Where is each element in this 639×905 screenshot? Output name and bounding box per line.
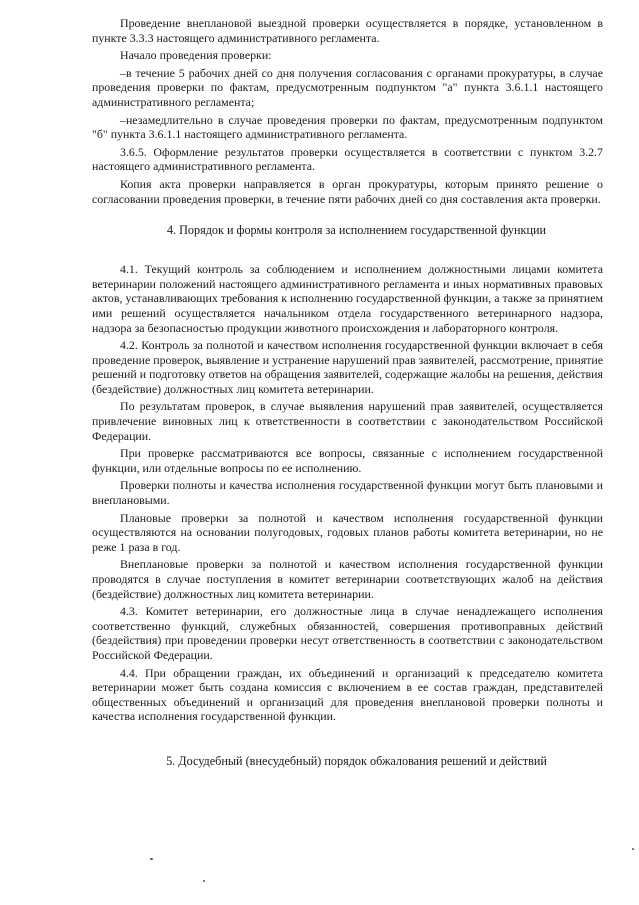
scan-speck <box>632 848 634 850</box>
paragraph: –незамедлительно в случае проведения проверки по фактам, предусмотренным подпунктом "б" пункта 3.6.1.1 настоящего административного регламента. <box>92 112 603 142</box>
paragraph: Внеплановые проверки за полнотой и качеством исполнения государственной функции проводятся в случае поступления в комитет ветеринарии соответствующих жалоб на действия (бездействие) должностных лиц комитета ветеринарии. <box>92 557 603 601</box>
section-4-heading: 4. Порядок и формы контроля за исполнением государственной функции <box>166 223 547 238</box>
paragraph: 4.3. Комитет ветеринарии, его должностные лица в случае ненадлежащего исполнения соответственно функций, служебных обязанностей, совершения противоправных действий (бездействия) при проведении проверки несут ответственность в соответствии с законодательством Российской Федерации. <box>92 604 603 662</box>
paragraph: Начало проведения проверки: <box>120 48 272 63</box>
paragraph: 4.2. Контроль за полнотой и качеством исполнения государственной функции включает в себя проведение проверок, выявление и устранение нарушений прав заявителей, рассмотрение, принятие решений и подготовку ответов на обращения заявителей, содержащие жалобы на решения, действия (бездействие) должностных лиц комитета ветеринарии. <box>92 338 603 396</box>
paragraph: Проверки полноты и качества исполнения государственной функции могут быть плановыми и внеплановыми. <box>92 478 603 508</box>
scan-speck <box>203 880 205 882</box>
paragraph: Копия акта проверки направляется в орган прокуратуры, которым принято решение о согласовании проведения проверки, в течение пяти рабочих дней со дня составления акта проверки. <box>92 176 603 206</box>
paragraph: При проверке рассматриваются все вопросы, связанные с исполнением государственной функции, или отдельные вопросы по ее исполнению. <box>92 446 603 475</box>
paragraph: По результатам проверок, в случае выявления нарушений прав заявителей, осуществляется привлечение виновных лиц к ответственности в соответствии с законодательством Российской Федерации. <box>92 399 603 443</box>
section-5-heading: 5. Досудебный (внесудебный) порядок обжалования решений и действий <box>166 753 547 768</box>
paragraph: –в течение 5 рабочих дней со дня получения согласования с органами прокуратуры, в случае проведения проверки по фактам, предусмотренным подпунктом "а" пункта 3.6.1.1 настоящего административного регламента; <box>92 65 603 109</box>
paragraph: 4.4. При обращении граждан, их объединений и организаций к председателю комитета ветеринарии может быть создана комиссия с включением в ее состав граждан, представителей общественных объединений и организаций для проведения внеплановой проверки полноты и качества исполнения государственной функции. <box>92 665 603 724</box>
paragraph: Проведение внеплановой выездной проверки осуществляется в порядке, установленном в пункте 3.3.3 настоящего административного регламента. <box>92 16 603 45</box>
paragraph: Плановые проверки за полнотой и качеством исполнения государственной функции осуществляются на основании полугодовых, годовых планов работы комитета ветеринарии, но не реже 1 раза в год. <box>92 510 603 554</box>
scan-speck <box>150 858 153 860</box>
paragraph: 4.1. Текущий контроль за соблюдением и исполнением должностными лицами комитета ветеринарии положений настоящего административного регламента и иных нормативных правовых актов, устанавливающих требования к исполнению государственной функции, а также за принятием ими решений осуществляется начальником отдела государственного ветеринарного надзора, надзора за безопасностью продукции животного происхождения и лабораторного контроля. <box>92 262 603 335</box>
paragraph: 3.6.5. Оформление результатов проверки осуществляется в соответствии с пунктом 3.2.7 настоящего административного регламента. <box>92 144 603 174</box>
